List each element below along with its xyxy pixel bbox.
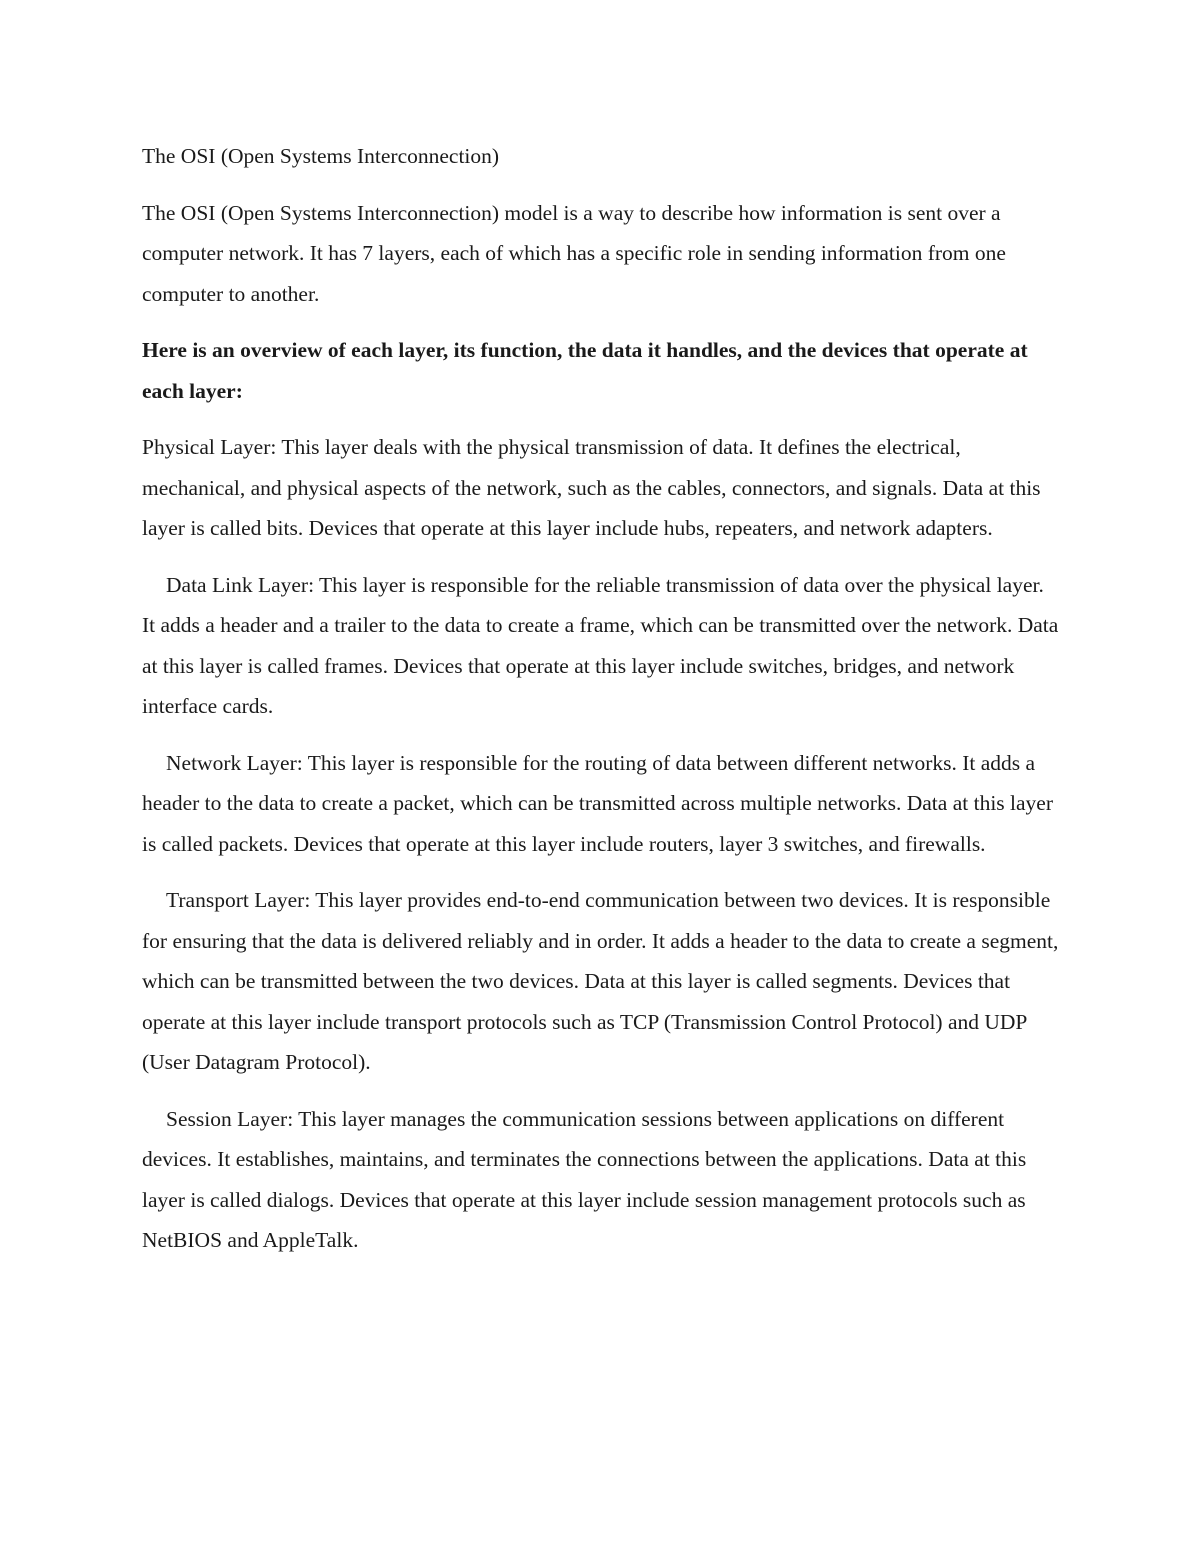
layer-paragraph-physical: Physical Layer: This layer deals with the physical transmission of data. It defines the electrical, mechanical, and physical aspects of the network, such as the cables, connectors, and signals. Data at this layer is called bits. Devices that operate at this layer include hubs, repeaters, and network adapters. bbox=[142, 435, 1041, 540]
layer-paragraph-data-link: Data Link Layer: This layer is responsible for the reliable transmission of data over the physical layer. It adds a header and a trailer to the data to create a frame, which can be transmitted over the network. Data at this layer is called frames. Devices that operate at this layer include switches, bridges, and network interface cards. bbox=[142, 572, 1059, 718]
overview-heading: Here is an overview of each layer, its function, the data it handles, and the devices that operate at each layer: bbox=[142, 338, 1028, 403]
intro-paragraph: The OSI (Open Systems Interconnection) model is a way to describe how information is sent over a computer network. It has 7 layers, each of which has a specific role in sending information from one computer to another. bbox=[142, 200, 1006, 306]
document-body bbox=[142, 136, 1062, 1277]
layer-paragraph-network: Network Layer: This layer is responsible for the routing of data between different networks. It adds a header to the data to create a packet, which can be transmitted across multiple networks. Data at this layer is called packets. Devices that operate at this layer include routers, layer 3 switches, and firewalls. bbox=[142, 750, 1053, 856]
layer-paragraph-transport: Transport Layer: This layer provides end-to-end communication between two devices. It is responsible for ensuring that the data is delivered reliably and in order. It adds a header to the data to create a segment, which can be transmitted between the two devices. Data at this layer is called segments. Devices that operate at this layer include transport protocols such as TCP (Transmission Control Protocol) and UDP (User Datagram Protocol). bbox=[142, 888, 1059, 1074]
document-title: The OSI (Open Systems Interconnection) bbox=[142, 144, 500, 168]
layer-paragraph-session: Session Layer: This layer manages the communication sessions between applications on different devices. It establishes, maintains, and terminates the connections between the applications. Data at this layer is called dialogs. Devices that operate at this layer include session management protocols such as NetBIOS and AppleTalk. bbox=[142, 1106, 1027, 1252]
